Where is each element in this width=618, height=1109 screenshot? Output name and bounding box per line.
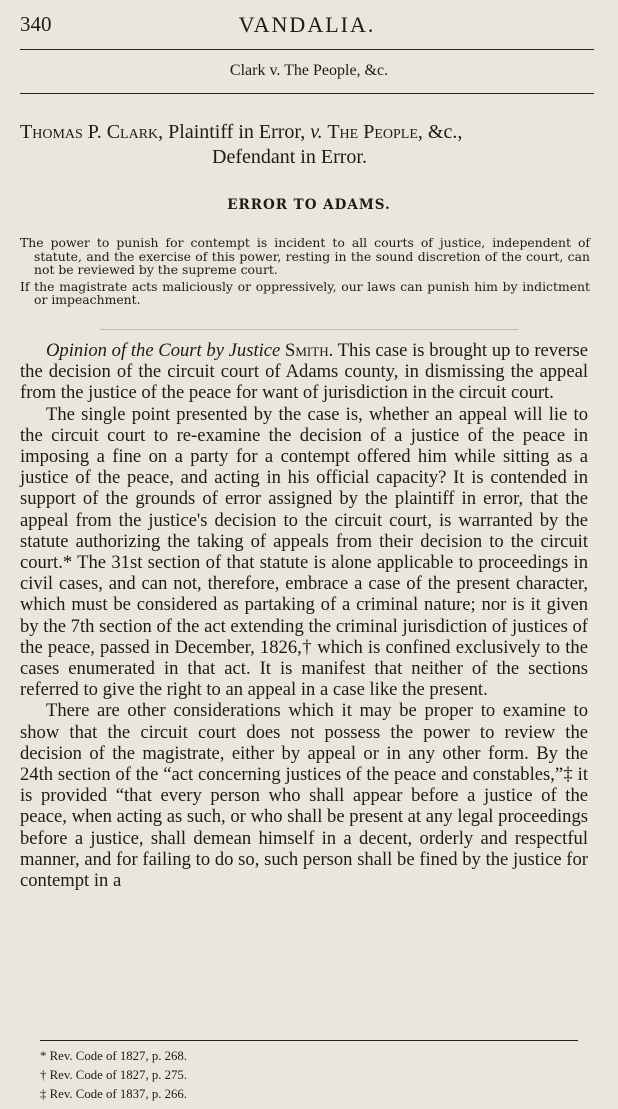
defendant-role: Defendant in Error. — [212, 146, 367, 168]
opinion-paragraph: There are other considerations which it may be proper to examine to show that the circuit court does not possess the power to review the decision of the magistrate, either by appeal or in any other form. By the 24th section of the “act concerning justices of the peace and constables,”‡ it is provided “that every person who shall appear before a justice of the peace, when acting as such, or who shall be present at any legal proceedings before a justice, shall demean himself in a decent, orderly and respectful manner, and for failing to do so, such person shall be fined by the justice for contempt in a — [20, 700, 588, 892]
versus: v. — [310, 121, 323, 143]
caption-rule — [20, 93, 594, 94]
opinion-text — [20, 340, 588, 891]
opinion-paragraph — [20, 340, 588, 404]
error-heading: ERROR TO ADAMS. — [227, 197, 391, 213]
header-rule — [20, 49, 594, 50]
page-number: 340 — [20, 12, 52, 36]
footnote-rule — [40, 1040, 578, 1041]
opinion-lead: Opinion of the Court by Justice — [46, 340, 281, 361]
defendant-suffix: &c., — [427, 121, 463, 143]
plaintiff-name: Thomas P. Clark, — [20, 121, 164, 143]
opinion-paragraph: The single point presented by the case is, whether an appeal will lie to the circuit court to re-examine the decision of a justice of the peace in imposing a fine on a party for a contempt offered him while sitting as a justice of the peace, and acting in his official capacity? It is contended in support of the grounds of error assigned by the plaintiff in error, that the appeal from the justice's decision to the circuit court, is warranted by the statute authorizing the taking of appeals from their decision to the circuit court.* The 31st section of that statute is alone applicable to proceedings in civil cases, and can not, therefore, embrace a case of the present character, which must be considered as partaking of a criminal nature; nor is it given by the 7th section of the act extending the criminal jurisdiction of justices of the peace, passed in December, 1826,† which is confined exclusively to the cases enumerated in that act. It is manifest that neither of the sections referred to give the right to an appeal in a case like the present. — [20, 403, 588, 701]
footnotes — [40, 1047, 187, 1105]
case-title-line-1 — [20, 120, 595, 145]
running-head — [20, 12, 594, 42]
defendant-name: The People, — [322, 121, 428, 143]
headnote-divider — [100, 329, 518, 330]
journal-title: VANDALIA. — [238, 12, 376, 37]
footnote: * Rev. Code of 1827, p. 268. — [40, 1049, 188, 1063]
case-title — [20, 120, 595, 170]
case-caption: Clark v. The People, &c. — [229, 62, 389, 79]
headnote: The power to punish for contempt is incident to all courts of justice, independent of statute, and the exercise of this power, resting in the sound discretion of the court, can not be reviewed by the supreme court. — [20, 235, 590, 278]
plaintiff-role: Plaintiff in Error, — [163, 121, 311, 143]
headnote: If the magistrate acts maliciously or oppressively, our laws can punish him by indictment or impeachment. — [20, 278, 590, 308]
justice-name: Smith. — [280, 340, 334, 361]
footnote: ‡ Rev. Code of 1837, p. 266. — [40, 1087, 188, 1102]
headnotes — [20, 236, 590, 310]
footnote: † Rev. Code of 1827, p. 275. — [40, 1068, 188, 1083]
opinion-paragraph-1-text: This case is brought up to reverse the decision of the circuit court of Adams county, in dismissing the appeal from the justice of the peace for want of jurisdiction in the circuit court. — [20, 340, 588, 404]
